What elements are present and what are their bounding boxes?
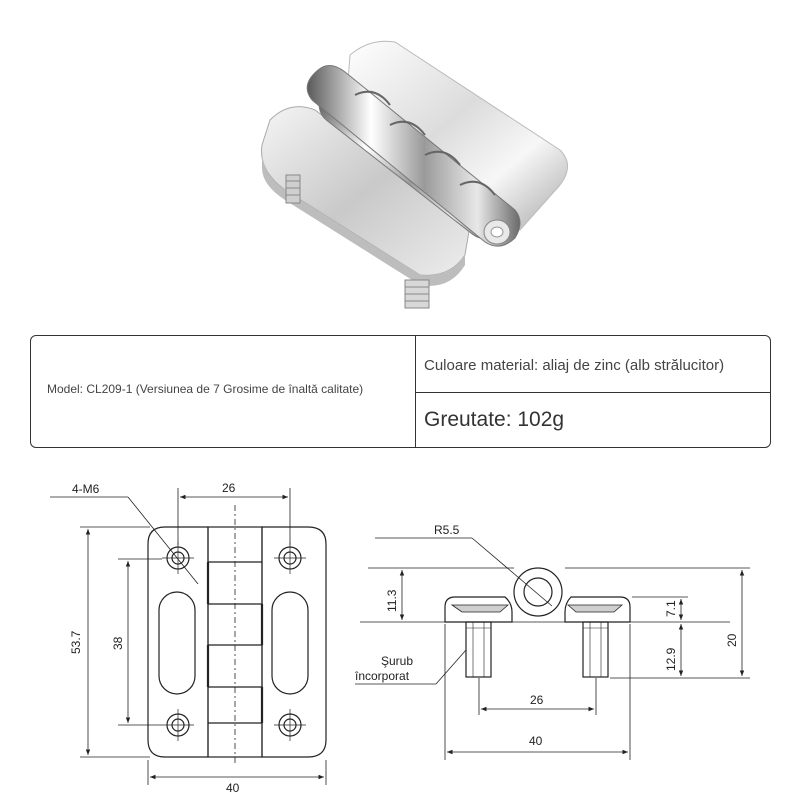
plate-thickness: 7.1 [664, 600, 678, 617]
weight-text: Greutate: 102g [424, 408, 565, 431]
front-view [148, 505, 326, 765]
hinge-photo [0, 0, 800, 330]
material-color-text: Culoare material: aliaj de zinc (alb strălucitor) [424, 357, 725, 374]
screw-length: 12.9 [664, 647, 678, 671]
front-bottom-width: 40 [226, 781, 240, 795]
front-top-width: 26 [222, 481, 236, 495]
knuckle-height: 11.3 [385, 589, 399, 612]
technical-drawing [0, 460, 800, 800]
screw-spacing: 26 [530, 693, 544, 707]
spec-table [30, 335, 771, 448]
front-dimensions [50, 488, 326, 785]
overall-width: 40 [529, 734, 543, 748]
spec-row-divider [415, 392, 770, 393]
screw-note-line2: încorporat [355, 669, 410, 683]
total-height: 20 [725, 633, 739, 647]
front-slot-spacing: 38 [111, 636, 125, 650]
hole-label: 4-M6 [72, 482, 100, 496]
model-text: Model: CL209-1 (Versiunea de 7 Grosime de înaltă calitate) [47, 382, 364, 396]
screw-note-line1: Şurub [381, 654, 414, 668]
side-dimensions [355, 538, 750, 760]
front-height: 53.7 [69, 630, 83, 654]
radius-label: R5.5 [434, 523, 460, 537]
